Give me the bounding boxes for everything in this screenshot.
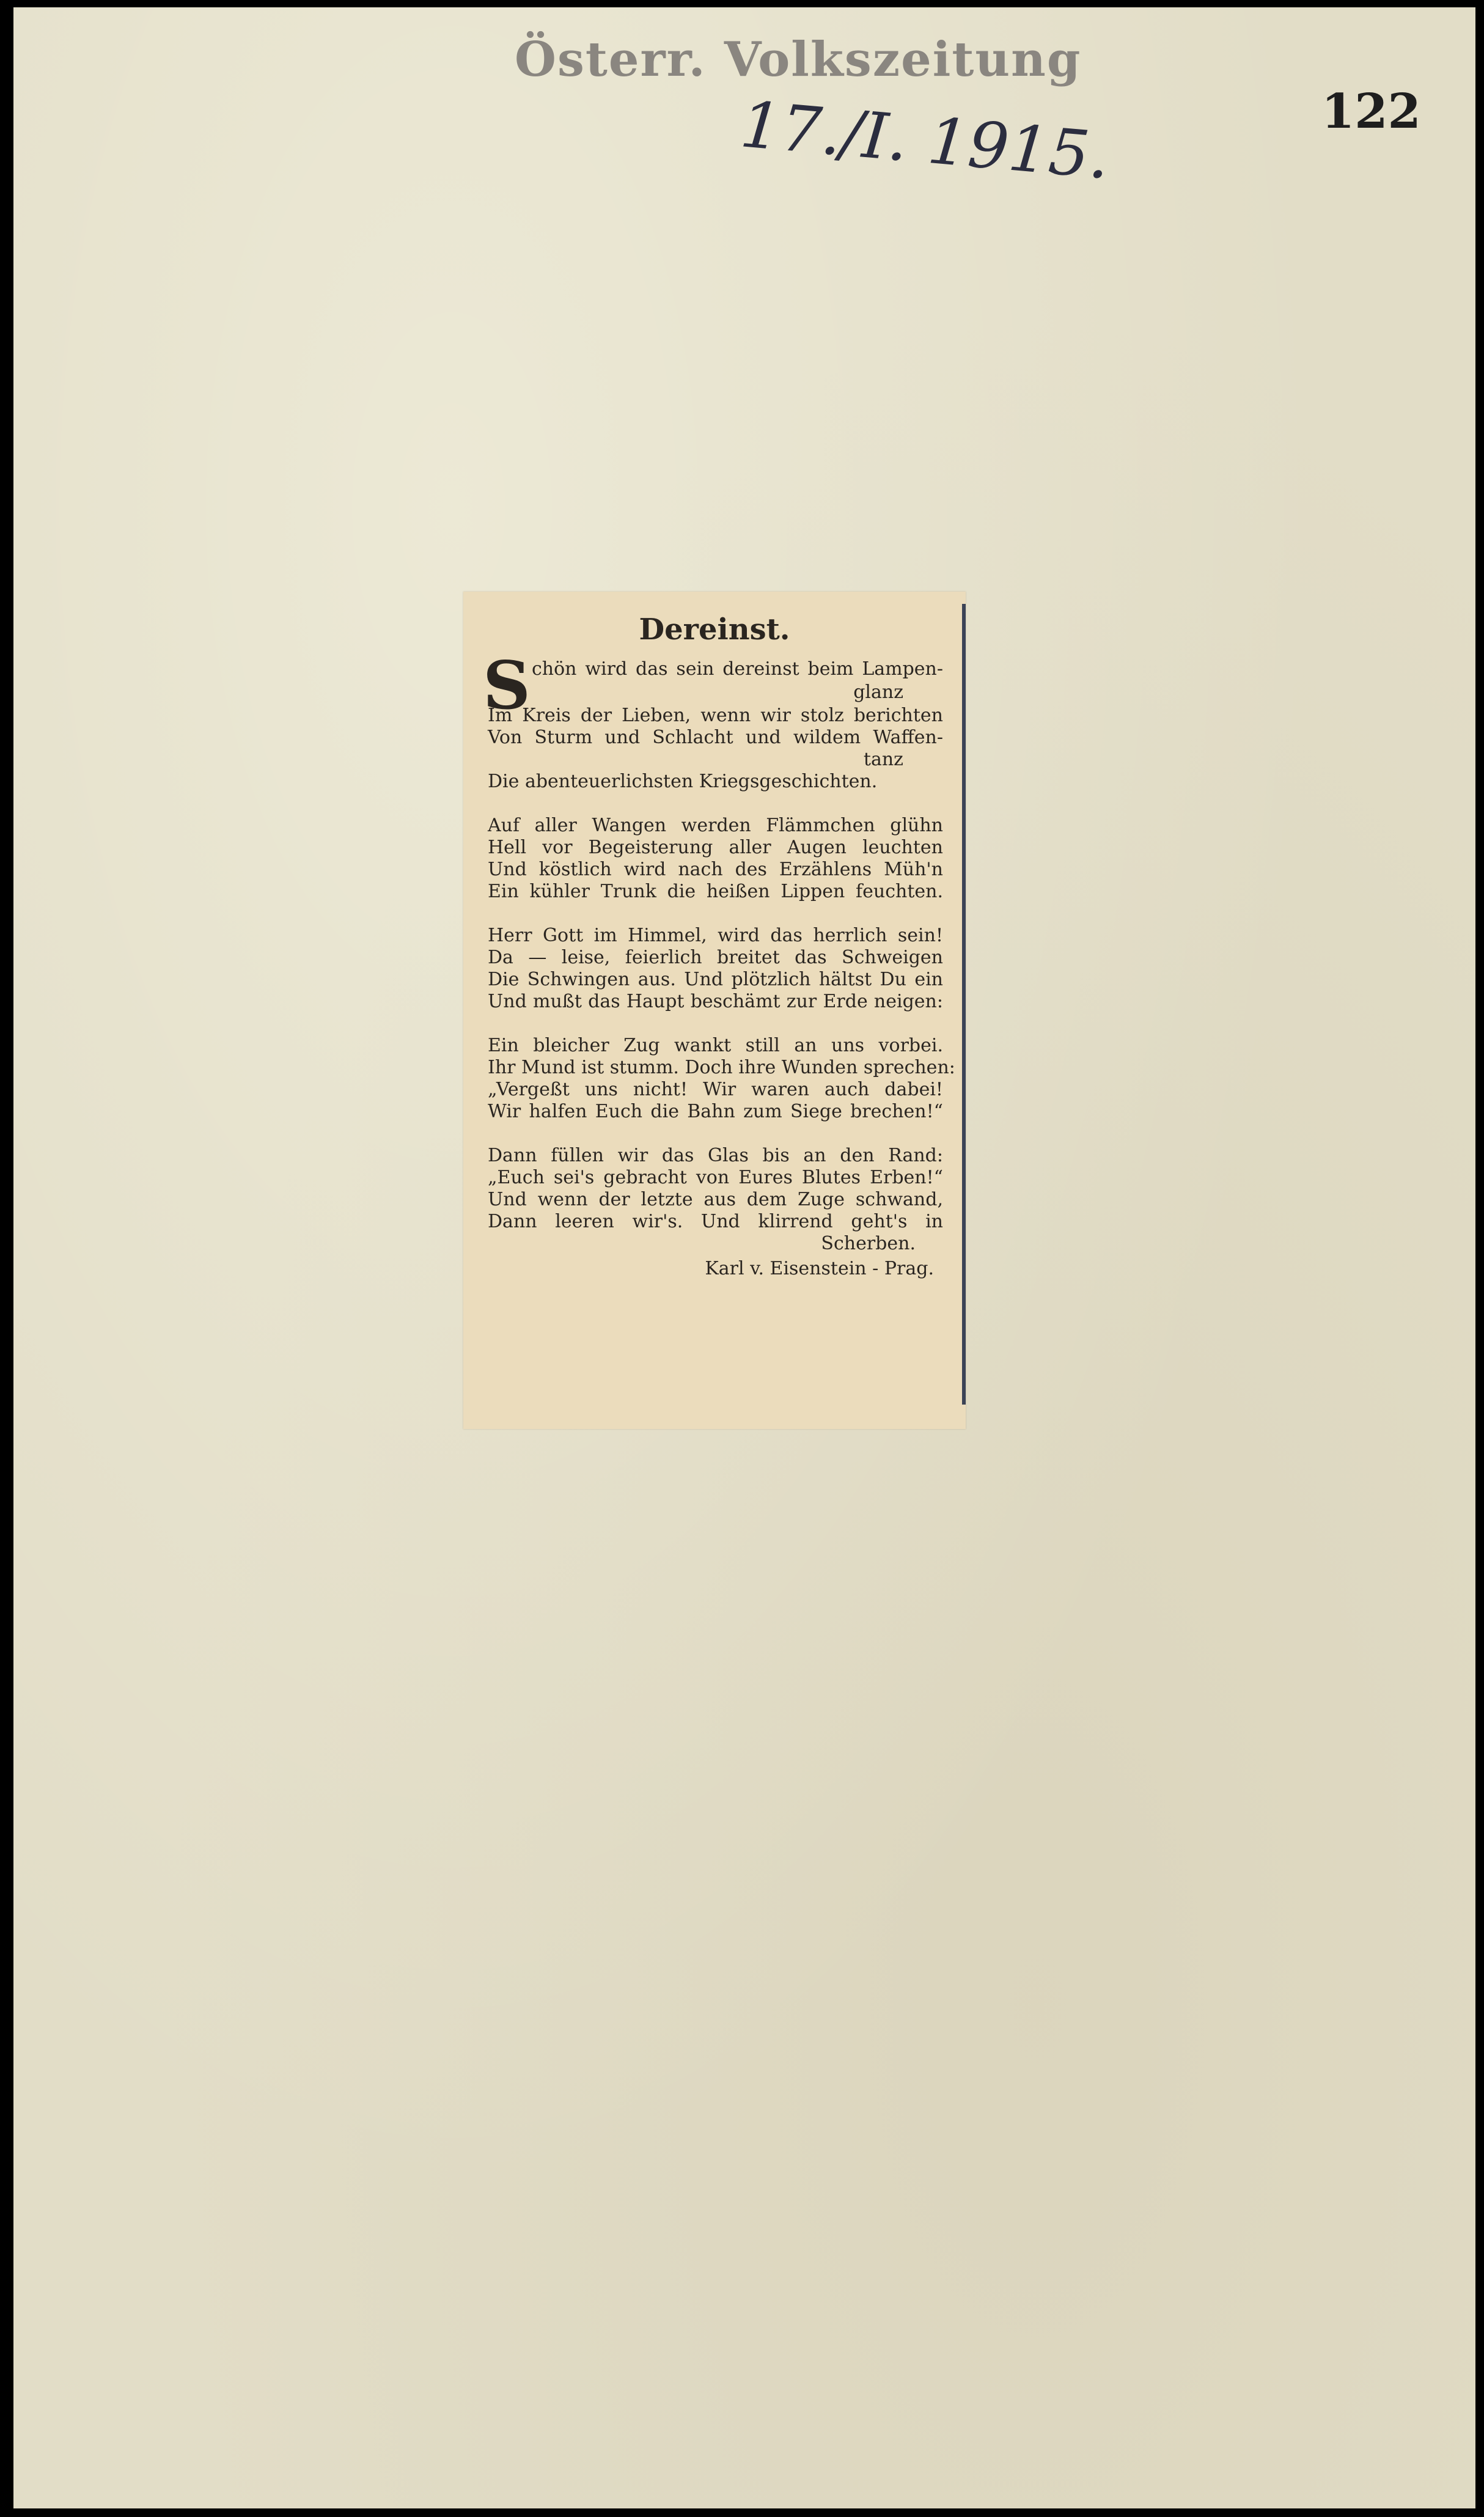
- stanza-3-line-1: Herr Gott im Himmel, wird das herrlich sein!: [488, 925, 943, 946]
- stanza-5-line-3: Und wenn der letzte aus dem Zuge schwand,: [488, 1189, 943, 1210]
- stanza-2-line-4: Ein kühler Trunk die heißen Lippen feuchten.: [488, 881, 943, 902]
- stanza-2-line-2: Hell vor Begeisterung aller Augen leuchten: [488, 837, 943, 858]
- stanza-4-line-1: Ein bleicher Zug wankt still an uns vorbei.: [488, 1035, 943, 1056]
- stanza-1-line-3: Von Sturm und Schlacht und wildem Waffen-: [488, 727, 943, 748]
- stanza-5-line-4: Dann leeren wir's. Und klirrend geht's in: [488, 1211, 943, 1232]
- poem-title: Dereinst.: [639, 612, 790, 647]
- stanza-5-line-2: „Euch sei's gebracht von Eures Blutes Erben!“: [488, 1167, 943, 1188]
- newspaper-stamp: Österr. Volkszeitung: [515, 32, 1082, 87]
- newspaper-clipping: [463, 592, 966, 1429]
- stanza-3-line-4: Und mußt das Haupt beschämt zur Erde neigen:: [488, 991, 943, 1012]
- stanza-3-line-3: Die Schwingen aus. Und plötzlich hältst Du ein: [488, 969, 943, 990]
- stanza-5-line-1: Dann füllen wir das Glas bis an den Rand:: [488, 1145, 943, 1166]
- archive-sheet: [13, 7, 1475, 2508]
- stanza-5-line-4-cont: Scherben.: [821, 1233, 916, 1254]
- stanza-1-line-1-cont: glanz: [853, 682, 903, 703]
- page-number: 122: [1321, 84, 1421, 139]
- stanza-4-line-4: Wir halfen Euch die Bahn zum Siege brechen!“: [488, 1101, 943, 1122]
- stanza-2-line-1: Auf aller Wangen werden Flämmchen glühn: [488, 815, 943, 836]
- stanza-4-line-2: Ihr Mund ist stumm. Doch ihre Wunden sprechen:: [488, 1057, 955, 1078]
- clipping-edge-mark: [962, 604, 966, 1405]
- stanza-1-line-3-cont: tanz: [863, 749, 903, 770]
- stanza-2-line-3: Und köstlich wird nach des Erzählens Müh'n: [488, 859, 943, 880]
- poem-signature: Karl v. Eisenstein - Prag.: [705, 1258, 934, 1279]
- handwritten-date: 17./I. 1915.: [737, 87, 1113, 194]
- drop-cap: S: [483, 647, 531, 724]
- stanza-1-line-1: chön wird das sein dereinst beim Lampen-: [532, 658, 943, 680]
- stanza-4-line-3: „Vergeßt uns nicht! Wir waren auch dabei!: [488, 1079, 943, 1100]
- stanza-1-line-4: Die abenteuerlichsten Kriegsgeschichten.: [488, 771, 878, 792]
- stanza-1-line-2: Im Kreis der Lieben, wenn wir stolz berichten: [488, 705, 943, 726]
- stanza-3-line-2: Da — leise, feierlich breitet das Schweigen: [488, 947, 943, 968]
